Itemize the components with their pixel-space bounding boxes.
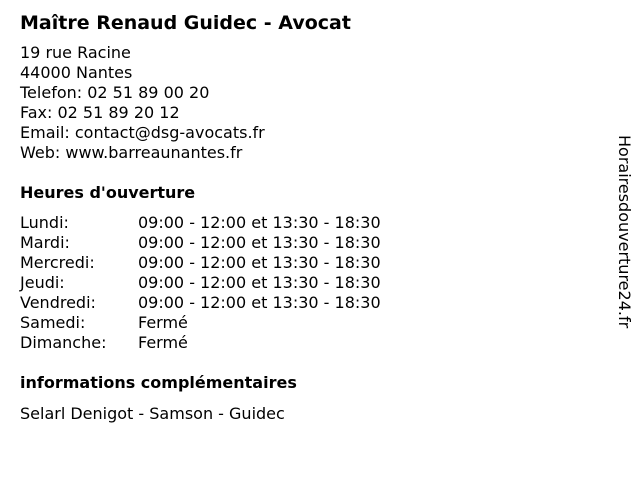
day-label: Lundi: [20, 213, 69, 232]
opening-hours-table [20, 213, 440, 353]
address-city: 44000 Nantes [20, 63, 133, 82]
email-address: Email: contact@dsg-avocats.fr [20, 123, 265, 142]
hours-row-saturday [20, 313, 440, 333]
hours-value: 09:00 - 12:00 et 13:30 - 18:30 [138, 253, 381, 272]
additional-info-heading: informations complémentaires [20, 373, 297, 392]
hours-row-wednesday [20, 253, 440, 273]
website: Web: www.barreaunantes.fr [20, 143, 243, 162]
watermark-text: Horairesdouverture24.fr [615, 135, 634, 329]
day-label: Mardi: [20, 233, 70, 252]
day-label: Jeudi: [20, 273, 65, 292]
day-label: Mercredi: [20, 253, 95, 272]
hours-value: 09:00 - 12:00 et 13:30 - 18:30 [138, 273, 381, 292]
hours-value: 09:00 - 12:00 et 13:30 - 18:30 [138, 293, 381, 312]
additional-info-text: Selarl Denigot - Samson - Guidec [20, 404, 285, 423]
hours-row-monday [20, 213, 440, 233]
hours-value: Fermé [138, 313, 188, 332]
opening-hours-heading: Heures d'ouverture [20, 183, 196, 202]
hours-value: 09:00 - 12:00 et 13:30 - 18:30 [138, 233, 381, 252]
day-label: Dimanche: [20, 333, 107, 352]
address-street: 19 rue Racine [20, 43, 131, 62]
contact-block [20, 43, 265, 163]
hours-row-friday [20, 293, 440, 313]
hours-value: Fermé [138, 333, 188, 352]
hours-row-thursday [20, 273, 440, 293]
hours-value: 09:00 - 12:00 et 13:30 - 18:30 [138, 213, 381, 232]
page-title: Maître Renaud Guidec - Avocat [20, 12, 351, 34]
hours-row-tuesday [20, 233, 440, 253]
phone-number: Telefon: 02 51 89 00 20 [20, 83, 210, 102]
day-label: Vendredi: [20, 293, 96, 312]
day-label: Samedi: [20, 313, 86, 332]
hours-row-sunday [20, 333, 440, 353]
fax-number: Fax: 02 51 89 20 12 [20, 103, 180, 122]
